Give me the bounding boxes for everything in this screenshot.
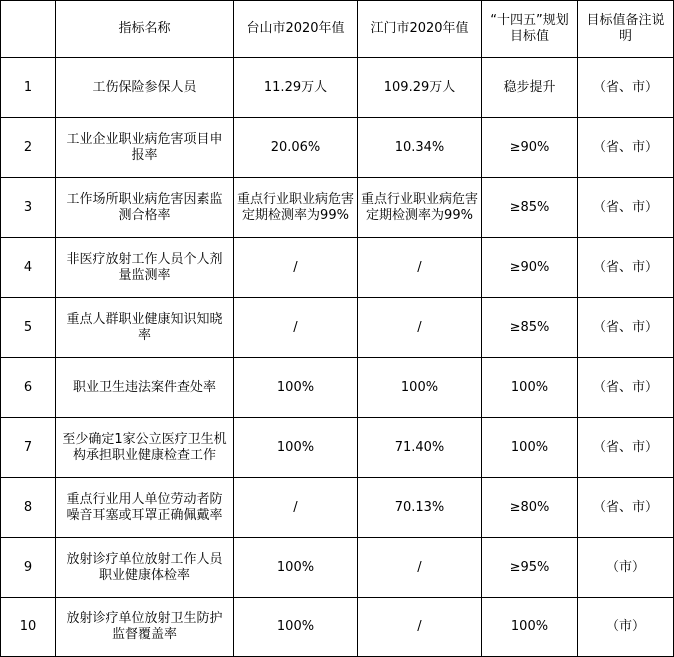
note-value: （省、市）	[578, 298, 674, 358]
row-number: 5	[1, 298, 56, 358]
note-value: （省、市）	[578, 118, 674, 178]
table-row	[1, 358, 674, 418]
table-row	[1, 538, 674, 598]
row-number: 4	[1, 238, 56, 298]
indicator-name: 放射诊疗单位放射卫生防护监督覆盖率	[56, 598, 234, 657]
jiangmen-value: 71.40%	[358, 418, 482, 478]
jiangmen-value: /	[358, 238, 482, 298]
table-row	[1, 58, 674, 118]
indicator-name: 重点行业用人单位劳动者防噪音耳塞或耳罩正确佩戴率	[56, 478, 234, 538]
note-value: （市）	[578, 538, 674, 598]
target-value: ≥95%	[482, 538, 578, 598]
header-target: “十四五”规划目标值	[482, 1, 578, 58]
header-row	[1, 1, 674, 58]
jiangmen-value: 109.29万人	[358, 58, 482, 118]
table-row	[1, 298, 674, 358]
table-row	[1, 238, 674, 298]
table-row	[1, 478, 674, 538]
table-row	[1, 118, 674, 178]
note-value: （市）	[578, 598, 674, 657]
taishan-value: 重点行业职业病危害定期检测率为99%	[234, 178, 358, 238]
row-number: 2	[1, 118, 56, 178]
row-number: 3	[1, 178, 56, 238]
target-value: 100%	[482, 598, 578, 657]
table-row	[1, 178, 674, 238]
taishan-value: /	[234, 298, 358, 358]
indicator-name: 工作场所职业病危害因素监测合格率	[56, 178, 234, 238]
jiangmen-value: 100%	[358, 358, 482, 418]
indicator-name: 至少确定1家公立医疗卫生机构承担职业健康检查工作	[56, 418, 234, 478]
jiangmen-value: /	[358, 298, 482, 358]
target-value: ≥85%	[482, 298, 578, 358]
target-value: ≥90%	[482, 238, 578, 298]
row-number: 7	[1, 418, 56, 478]
indicator-name: 职业卫生违法案件查处率	[56, 358, 234, 418]
note-value: （省、市）	[578, 358, 674, 418]
note-value: （省、市）	[578, 418, 674, 478]
jiangmen-value: 10.34%	[358, 118, 482, 178]
taishan-value: 100%	[234, 538, 358, 598]
target-value: 100%	[482, 418, 578, 478]
target-value: 100%	[482, 358, 578, 418]
header-taishan-2020: 台山市2020年值	[234, 1, 358, 58]
table-row	[1, 418, 674, 478]
indicator-name: 放射诊疗单位放射工作人员职业健康体检率	[56, 538, 234, 598]
jiangmen-value: 重点行业职业病危害定期检测率为99%	[358, 178, 482, 238]
row-number: 6	[1, 358, 56, 418]
indicator-name: 工伤保险参保人员	[56, 58, 234, 118]
target-value: ≥80%	[482, 478, 578, 538]
note-value: （省、市）	[578, 178, 674, 238]
taishan-value: 20.06%	[234, 118, 358, 178]
taishan-value: 11.29万人	[234, 58, 358, 118]
note-value: （省、市）	[578, 58, 674, 118]
taishan-value: 100%	[234, 358, 358, 418]
indicator-name: 工业企业职业病危害项目申报率	[56, 118, 234, 178]
jiangmen-value: 70.13%	[358, 478, 482, 538]
row-number: 1	[1, 58, 56, 118]
taishan-value: /	[234, 238, 358, 298]
header-indicator-name: 指标名称	[56, 1, 234, 58]
jiangmen-value: /	[358, 538, 482, 598]
table-row	[1, 598, 674, 657]
taishan-value: /	[234, 478, 358, 538]
target-value: ≥90%	[482, 118, 578, 178]
header-note: 目标值备注说明	[578, 1, 674, 58]
row-number: 8	[1, 478, 56, 538]
header-jiangmen-2020: 江门市2020年值	[358, 1, 482, 58]
indicator-name: 重点人群职业健康知识知晓率	[56, 298, 234, 358]
taishan-value: 100%	[234, 418, 358, 478]
row-number: 10	[1, 598, 56, 657]
target-value: 稳步提升	[482, 58, 578, 118]
jiangmen-value: /	[358, 598, 482, 657]
target-value: ≥85%	[482, 178, 578, 238]
taishan-value: 100%	[234, 598, 358, 657]
row-number: 9	[1, 538, 56, 598]
header-index	[1, 1, 56, 58]
indicator-name: 非医疗放射工作人员个人剂量监测率	[56, 238, 234, 298]
note-value: （省、市）	[578, 238, 674, 298]
note-value: （省、市）	[578, 478, 674, 538]
